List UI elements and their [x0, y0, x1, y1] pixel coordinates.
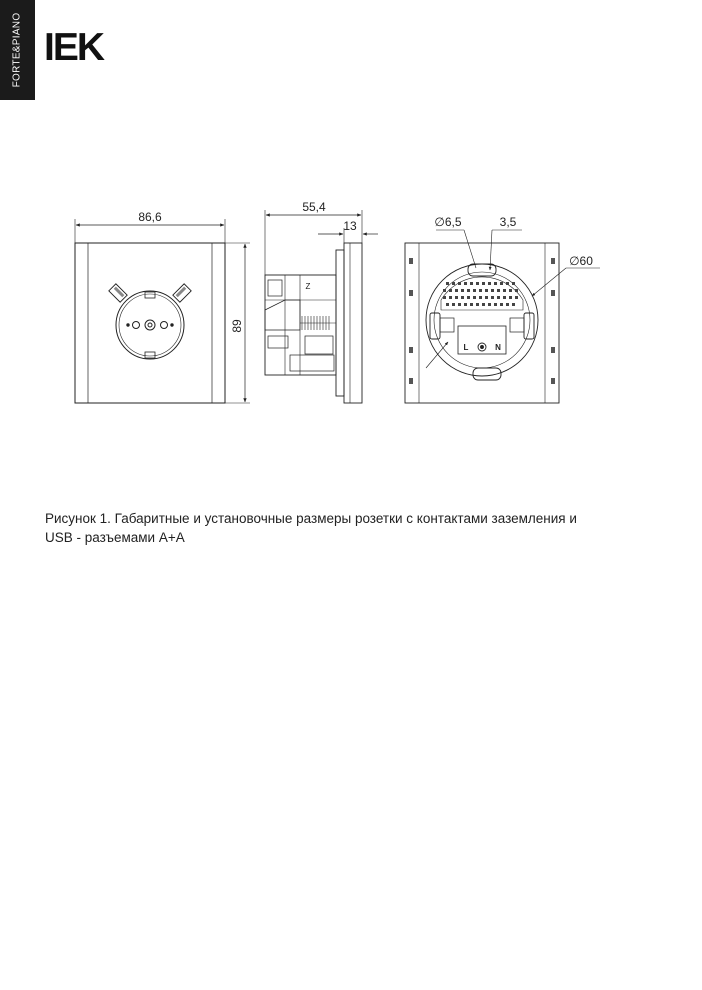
side-depth-label: 55,4 — [302, 200, 326, 214]
brand-logo: IEK — [44, 26, 104, 69]
rear-diameter-label: ∅60 — [569, 254, 593, 268]
front-view — [75, 219, 250, 403]
front-width-label: 86,6 — [138, 210, 162, 224]
side-ground-mark: Z — [305, 282, 311, 291]
rear-terminal-n: N — [495, 343, 501, 352]
side-view — [265, 210, 378, 403]
caption-line-1: Рисунок 1. Габаритные и установочные размеры розетки с контактами заземления и — [45, 511, 577, 526]
caption-line-2: USB - разъемами А+А — [45, 530, 185, 545]
figure-caption — [45, 509, 605, 547]
rear-offset-label: 3,5 — [499, 215, 517, 229]
rear-hole-label: ∅6,5 — [434, 215, 462, 229]
series-name: FORTE&PIANO — [11, 12, 23, 88]
front-height-label: 89 — [230, 319, 244, 333]
rear-terminal-l: L — [463, 343, 469, 352]
side-frame-label: 13 — [343, 219, 357, 233]
